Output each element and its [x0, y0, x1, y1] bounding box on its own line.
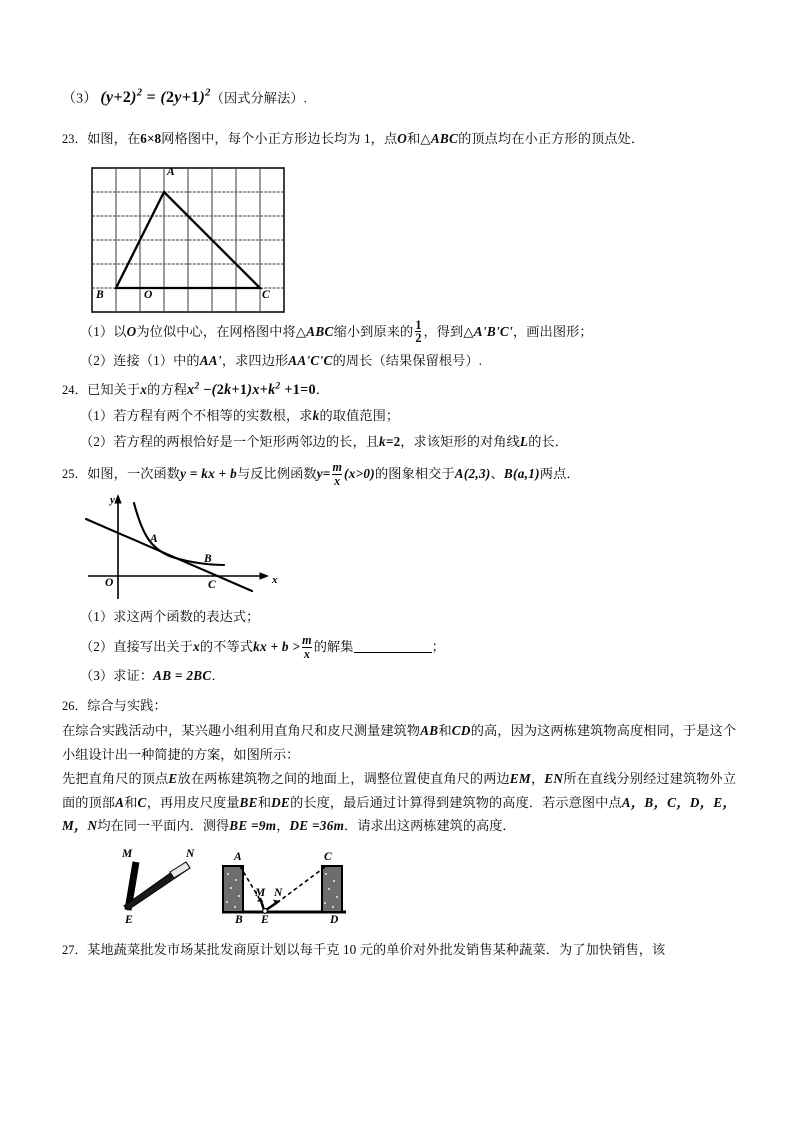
q25-linear-fn: y = kx + b: [180, 465, 237, 481]
q26-p2-b: 放在两栋建筑物之间的地面上，调整位置使直角尺的两边: [177, 771, 510, 787]
q27-number: 27．: [62, 942, 88, 957]
q25-stem-e: 两点．: [539, 465, 580, 481]
q26-p1-b: 和: [438, 723, 452, 739]
hyp-label-A: A: [150, 533, 158, 546]
q26-p2-k: ．请求出这两栋建筑的高度．: [344, 818, 516, 834]
q24-stem-b: 的方程: [147, 382, 188, 398]
grid-label-B: B: [96, 288, 104, 301]
ruler-label-N: N: [186, 847, 195, 860]
q24-number: 24．: [62, 383, 88, 398]
grid-triangle-figure: [78, 158, 288, 313]
q26-point-C: C: [137, 794, 147, 810]
q24-sub2-k: k: [379, 433, 386, 449]
q23-triangle-abc: △ABC: [420, 131, 459, 147]
q25-sub2-d: ；: [431, 638, 445, 654]
q26-number: 26．: [62, 698, 88, 713]
grid-label-C: C: [262, 288, 270, 301]
q26-p2-a: 先把直角尺的顶点: [62, 771, 169, 787]
question-24-sub-2: [62, 432, 736, 452]
q24-sub2-b: ，求该矩形的对角线: [400, 433, 520, 449]
question-24-sub-1: [62, 406, 736, 426]
q23-number: 23．: [62, 132, 88, 147]
hyp-label-O: O: [105, 577, 114, 590]
q25-equals: =: [322, 465, 331, 481]
svg-text:x: x: [272, 574, 278, 587]
question-25-sub-3: [62, 666, 736, 686]
q24-sub1-a: （1）若方程有两个不相等的实数根，求: [80, 408, 313, 424]
q25-sub3-expression: AB = 2BC: [153, 668, 212, 684]
question-27-stem: [62, 940, 736, 960]
q26-measure-BE: BE =9m: [229, 818, 277, 834]
q26-vertex-E: E: [168, 771, 178, 787]
q26-points-list: A，B，C，D，E，M，N: [62, 794, 737, 834]
q22c-label: （3）: [62, 91, 98, 107]
q25-y: y: [316, 465, 323, 481]
q23-sub1-b: 为位似中心，在网格图中将: [136, 323, 296, 339]
q23-sub2-a: （2）连接（1）中的: [80, 352, 200, 368]
grid-label-A: A: [167, 165, 175, 178]
q24-equation: $x^2 -(2k+1)x+k^2 +1=0$: [187, 381, 316, 399]
q26-p2-d: 所在直线分别经过建筑物外立面的顶部: [62, 771, 737, 810]
q25-sub2-frac-num: m: [302, 632, 312, 647]
q25-frac-den: x: [334, 473, 341, 488]
question-26-paragraph-2: [62, 767, 736, 838]
q23-sub1-frac-num: 1: [415, 317, 422, 332]
q24-sub1-b: 的取值范围；: [319, 408, 400, 424]
q25-frac-num: m: [332, 460, 343, 475]
question-26-paragraph-1: [62, 719, 736, 766]
q24-sub2-a: （2）若方程的两根恰好是一个矩形两邻边的长，且: [80, 433, 380, 449]
q25-point-B: B(a,1): [503, 465, 540, 481]
hyperbola-line-figure: [76, 491, 291, 601]
q23-point-O: O: [397, 131, 408, 147]
q25-sub3-b: ．: [211, 668, 225, 684]
q26-point-A: A: [115, 794, 125, 810]
question-23-sub-1: [62, 319, 736, 345]
question-23-sub-2: [62, 351, 736, 371]
ruler-buildings-svg: [74, 844, 364, 932]
q25-sub2-a: （2）直接写出关于: [80, 638, 193, 654]
ruler-buildings-figure: [74, 844, 364, 932]
q26-p2-e: 和: [124, 794, 138, 810]
q26-p2-g: 和: [257, 794, 272, 810]
q25-sub2-c: 的解集: [313, 638, 354, 654]
q25-sub2-x: x: [193, 638, 200, 654]
q23-stem-b: 网格图中，每个小正方形边长均为 1，点: [161, 131, 398, 147]
bld-label-M: M: [255, 886, 266, 899]
grid-triangle-svg: [78, 158, 288, 313]
svg-text:y: y: [110, 494, 115, 507]
question-25-sub-2: [62, 634, 736, 660]
ruler-label-E: E: [125, 913, 133, 926]
q23-sub1-e: ，画出图形；: [512, 323, 593, 339]
question-25-stem: [62, 461, 736, 487]
q23-sub1-a: （1）以: [80, 323, 127, 339]
bld-label-C: C: [324, 850, 332, 863]
q23-sub1-frac-den: 2: [415, 331, 422, 346]
q25-sub2-fraction: [302, 634, 312, 660]
q26-side-EN: EN: [544, 771, 564, 787]
q23-sub1-fraction: [415, 319, 421, 345]
q23-stem-d: 的顶点均在小正方形的顶点处．: [458, 131, 645, 147]
hyp-label-B: B: [204, 553, 212, 566]
q23-sub1-c: 缩小到原来的: [333, 323, 414, 339]
q25-domain: (x>0): [344, 465, 376, 481]
q23-stem-a: 如图，在: [87, 131, 141, 147]
q23-sub1-point-O: O: [126, 323, 137, 339]
q26-p2-c: ，: [530, 771, 545, 787]
q24-sub2-diagonal-L: L: [519, 433, 529, 449]
question-23-stem: [62, 129, 736, 149]
q25-point-A: A(2,3): [454, 465, 491, 481]
q26-p2-j: ，: [276, 818, 290, 834]
q26-building-CD: CD: [451, 723, 471, 739]
ruler-label-M: M: [122, 847, 133, 860]
q26-title-text: 综合与实践：: [87, 697, 167, 713]
question-24-stem: [62, 379, 736, 401]
bld-label-D: D: [330, 913, 339, 926]
q22c-expression: $(y+2)^2 = (2y+1)^2$: [100, 88, 211, 107]
q25-sub2-inequality: kx + b >: [253, 638, 301, 654]
hyp-label-C: C: [208, 579, 216, 592]
bld-label-A: A: [234, 850, 242, 863]
question-25-sub-1: [62, 607, 736, 627]
q23-sub2-segment: AA': [199, 352, 222, 368]
q23-sub2-c: 的周长（结果保留根号）.: [332, 352, 483, 368]
q26-side-EM: EM: [509, 771, 531, 787]
q23-stem-c: 和: [407, 131, 421, 147]
q25-number: 25．: [62, 466, 88, 481]
q23-sub1-triangle-prime: △A'B'C': [463, 323, 513, 339]
q26-seg-BE: BE: [239, 794, 258, 810]
question-22-part-3: [62, 86, 736, 111]
q26-p2-h: 的长度，最后通过计算得到建筑物的高度．若示意图中点: [290, 794, 622, 810]
q25-sub3-a: （3）求证：: [80, 668, 154, 684]
q25-sub2-frac-den: x: [303, 646, 311, 661]
question-26-title: [62, 696, 736, 716]
q25-inverse-fraction: [332, 461, 342, 487]
q24-sub1-k: k: [312, 408, 320, 424]
q22c-note: （因式分解法）.: [210, 90, 308, 106]
q25-stem-c: 的图象相交于: [375, 465, 455, 481]
q26-p1-a: 在综合实践活动中，某兴趣小组利用直角尺和皮尺测量建筑物: [62, 723, 421, 739]
grid-label-O: O: [144, 288, 153, 301]
q25-stem-b: 与反比例函数: [236, 465, 317, 481]
q24-stem-c: ．: [315, 382, 330, 398]
q25-sub1-text: （1）求这两个函数的表达式；: [80, 609, 260, 625]
bld-label-N: N: [274, 886, 283, 899]
q26-p2-f: ，再用皮尺度量: [146, 794, 240, 810]
q26-p2-i: 均在同一平面内．测得: [97, 818, 230, 834]
q24-sub2-equals: =: [385, 433, 394, 449]
q26-building-AB: AB: [420, 723, 439, 739]
q23-sub1-triangle: △ABC: [295, 323, 334, 339]
q23-sub2-quad: AA'C'C: [288, 352, 333, 368]
q24-sub2-value: 2: [393, 433, 401, 449]
q24-sub2-c: 的长．: [528, 433, 569, 449]
q25-stem-a: 如图，一次函数: [87, 465, 181, 481]
q23-sub2-b: ，求四边形: [221, 352, 289, 368]
answer-blank[interactable]: [354, 652, 432, 653]
q25-sub2-b: 的不等式: [199, 638, 254, 654]
q26-seg-DE: DE: [271, 794, 291, 810]
q23-grid-size: 6×8: [140, 131, 162, 147]
q25-stem-d: 、: [490, 465, 504, 481]
q26-measure-DE: DE =36m: [289, 818, 345, 834]
bld-label-E: E: [261, 913, 269, 926]
bld-label-B: B: [235, 913, 243, 926]
q24-var-x: x: [140, 382, 148, 398]
q23-sub1-d: ，得到: [423, 323, 464, 339]
q27-text: 某地蔬菜批发市场某批发商原计划以每千克 10 元的单价对外批发销售某种蔬菜．为了加快销售，该: [87, 941, 666, 957]
q26-p1-c: 的高，因为这两栋建筑物高度相同，于是这个小组设计出一种简捷的方案，如图所示：: [62, 723, 737, 762]
q24-stem-a: 已知关于: [87, 382, 141, 398]
